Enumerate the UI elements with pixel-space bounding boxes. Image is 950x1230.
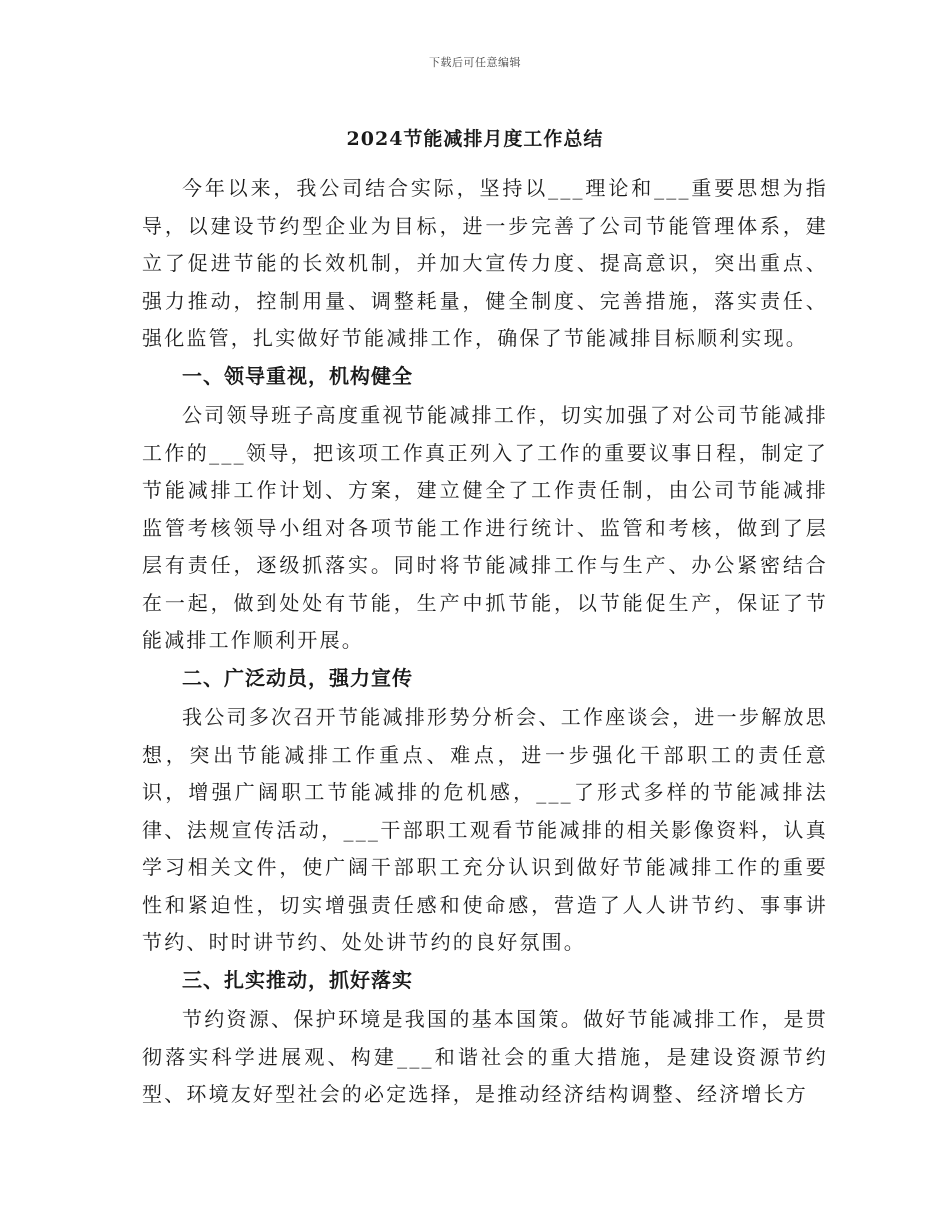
document-title: 2024节能减排月度工作总结 — [346, 128, 604, 150]
section-heading-3: 三、扎实推动，抓好落实 — [182, 967, 413, 992]
document-body — [142, 170, 828, 1114]
section-heading-2: 二、广泛动员，强力宣传 — [182, 665, 413, 690]
header-note: 下载后可任意编辑 — [429, 56, 521, 69]
section-body-2: 我公司多次召开节能减排形势分析会、工作座谈会，进一步解放思想，突出节能减排工作重点、难点，进一步强化干部职工的责任意识，增强广阔职工节能减排的危机感，___了形式多样的节能减排法律、法规宣传活动，___干部职工观看节能减排的相关影像资料，认真学习相关文件，使广阔干部职工充分认识到做好节能减排工作的重要性和紧迫性，切实增强责任感和使命感，营造了人人讲节约、事事讲节约、时时讲节约、处处讲节约的良好氛围。 — [142, 705, 828, 954]
intro-paragraph: 今年以来，我公司结合实际，坚持以___理论和___重要思想为指导，以建设节约型企业为目标，进一步完善了公司节能管理体系，建立了促进节能的长效机制，并加大宣传力度、提高意识，突出重点、强力推动，控制用量、调整耗量，健全制度、完善措施，落实责任、强化监管，扎实做好节能减排工作，确保了节能减排目标顺利实现。 — [142, 176, 828, 350]
section-heading-1: 一、领导重视，机构健全 — [182, 363, 413, 388]
section-body-3: 节约资源、保护环境是我国的基本国策。做好节能减排工作，是贯彻落实科学进展观、构建___和谐社会的重大措施，是建设资源节约型、环境友好型社会的必定选择，是推动经济结构调整、经济增长方 — [142, 1007, 828, 1106]
section-body-1: 公司领导班子高度重视节能减排工作，切实加强了对公司节能减排工作的___领导，把该项工作真正列入了工作的重要议事日程，制定了节能减排工作计划、方案，建立健全了工作责任制，由公司节能减排监管考核领导小组对各项节能工作进行统计、监管和考核，做到了层层有责任，逐级抓落实。同时将节能减排工作与生产、办公紧密结合在一起，做到处处有节能，生产中抓节能，以节能促生产，保证了节能减排工作顺利开展。 — [142, 403, 828, 652]
